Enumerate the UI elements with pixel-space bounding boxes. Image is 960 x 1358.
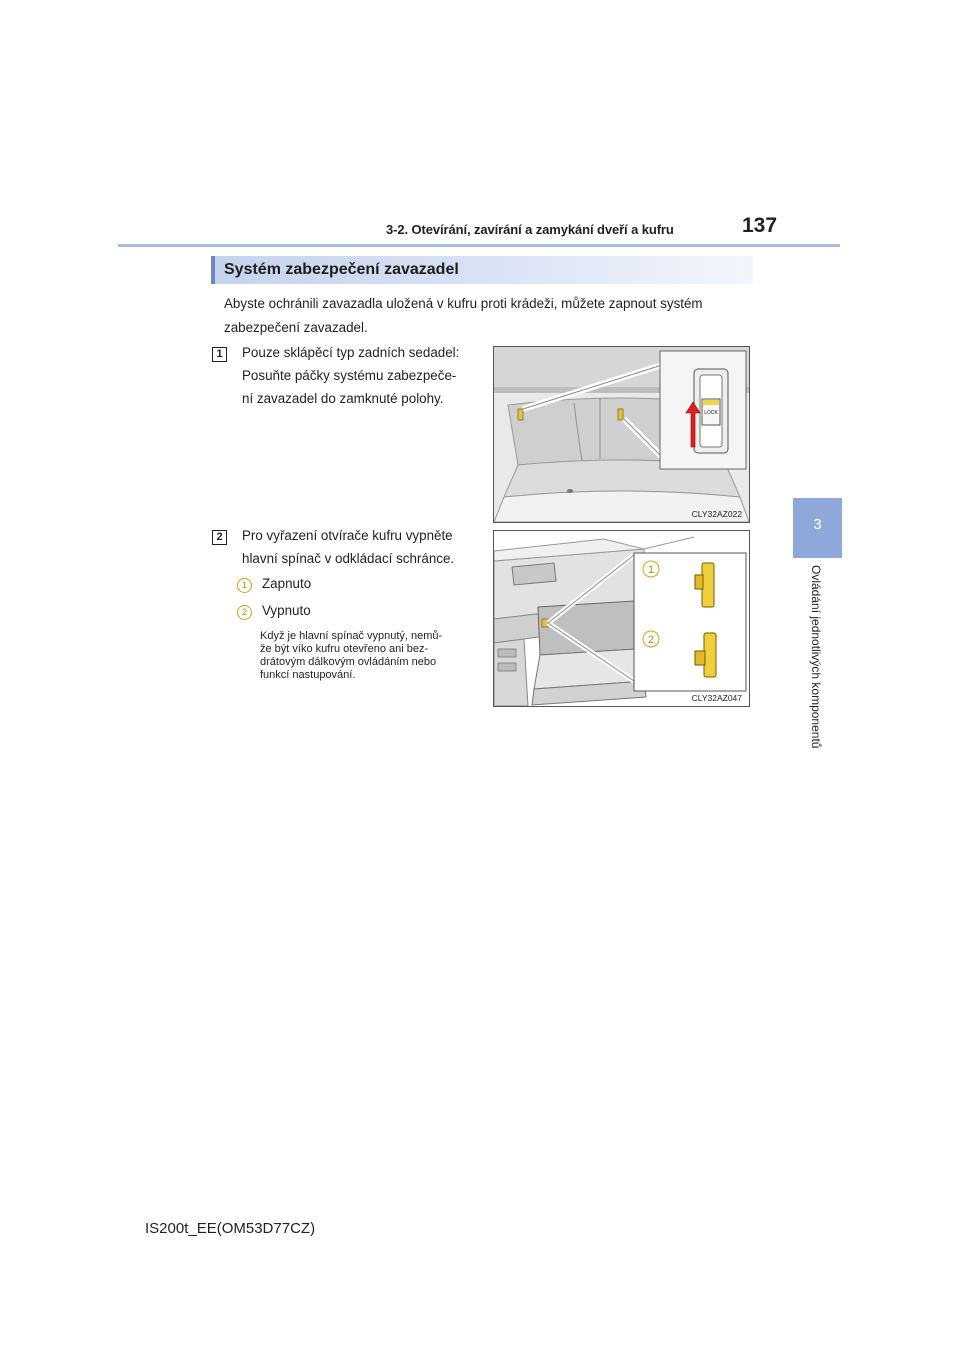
step-number-badge: 2: [212, 530, 227, 545]
item-number-badge: 1: [237, 578, 252, 593]
inset-label-1: 1: [647, 564, 655, 576]
chapter-number: 3: [813, 516, 822, 533]
step-line: Pouze sklápěcí typ zadních sedadel:: [242, 345, 460, 360]
chapter-label: Ovládání jednotlivých komponentů: [809, 565, 823, 749]
section-title: Systém zabezpečení zavazadel: [224, 261, 459, 278]
step-2-note: [260, 630, 478, 682]
header-rule: [118, 244, 840, 247]
note-line: funkcí nastupování.: [260, 669, 356, 681]
intro-line: zabezpečení zavazadel.: [224, 320, 368, 335]
glovebox-switch-figure: [493, 530, 750, 707]
step-line: ní zavazadel do zamknuté polohy.: [242, 391, 444, 406]
item-number-badge: 2: [237, 605, 252, 620]
figure-code: CLY32AZ047: [691, 693, 742, 703]
section-intro: [224, 292, 764, 340]
glovebox-illustration: [494, 531, 749, 706]
note-line: Když je hlavní spínač vypnutý, nemů-: [260, 630, 443, 642]
intro-line: Abyste ochránili zavazadla uložená v kufru proti krádeži, můžete zapnout systém: [224, 296, 703, 311]
page-number: 137: [742, 214, 778, 237]
item-label-on: Zapnuto: [262, 576, 312, 591]
step-number-badge: 1: [212, 347, 227, 362]
inset-label-2: 2: [647, 634, 655, 646]
item-label-off: Vypnuto: [262, 603, 311, 618]
step-line: hlavní spínač v odkládací schránce.: [242, 551, 455, 566]
lock-label: LOCK: [704, 410, 718, 416]
trunk-illustration: [494, 347, 749, 522]
trunk-security-figure: [493, 346, 750, 523]
step-line: Pro vyřazení otvírače kufru vypněte: [242, 528, 453, 543]
step-2-text: [242, 524, 480, 570]
running-header-section: 3-2. Otevírání, zavírání a zamykání dveří a kufru: [386, 222, 674, 237]
note-line: drátovým dálkovým ovládáním nebo: [260, 656, 437, 668]
step-1-text: [242, 341, 480, 410]
footer-model: IS200t_EE(OM53D77CZ): [145, 1220, 316, 1237]
step-line: Posuňte páčky systému zabezpeče-: [242, 368, 457, 383]
note-line: že být víko kufru otevřeno ani bez-: [260, 643, 429, 655]
figure-code: CLY32AZ022: [691, 509, 742, 519]
